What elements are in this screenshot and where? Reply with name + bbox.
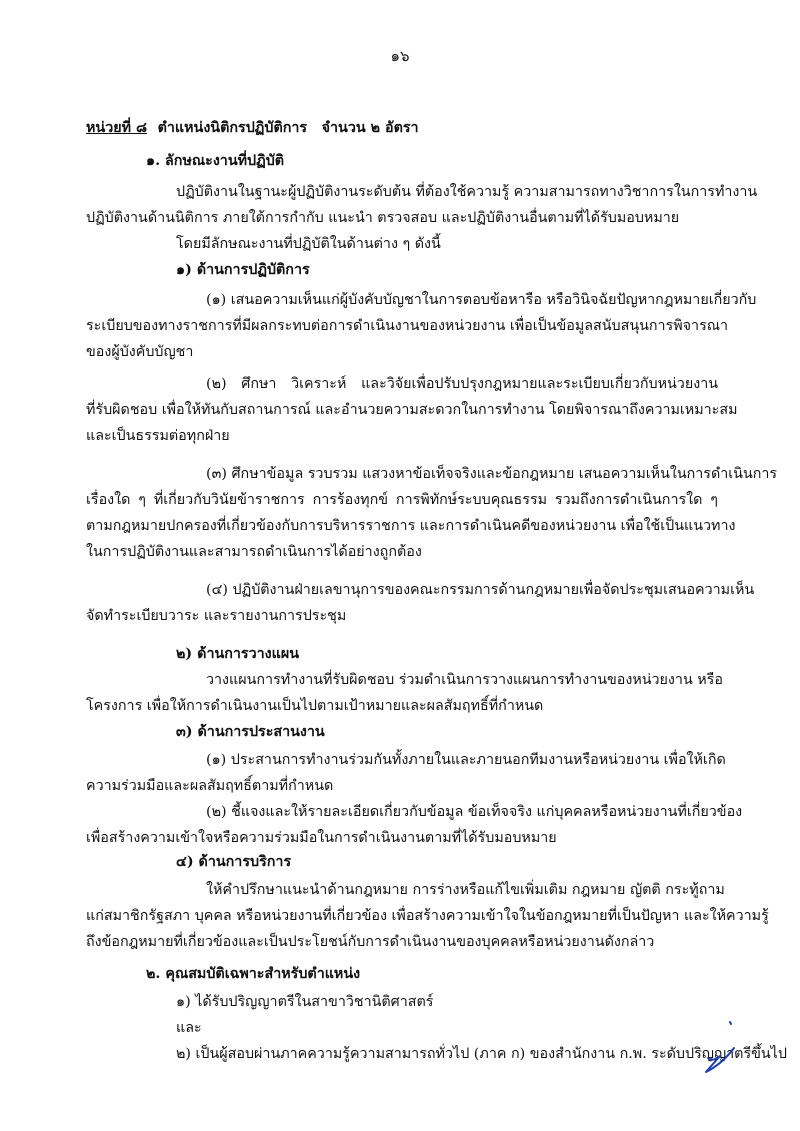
intro-line: ปฏิบัติงานในฐานะผู้ปฏิบัติงานระดับต้น ที่ต้องใช้ความรู้ ความสามารถทางวิชาการในการทำงาน bbox=[176, 184, 758, 200]
item-line: ความร่วมมือและผลสัมฤทธิ์ตามที่กำหนด bbox=[86, 778, 334, 794]
item-line: ตามกฎหมายปกครองที่เกี่ยวข้องกับการบริหารราชการ และการดำเนินคดีของหน่วยงาน เพื่อใช้เป็นแนวทาง bbox=[86, 518, 736, 534]
subsection-planning-title: ๒) ด้านการวางแผน bbox=[176, 646, 300, 662]
qualification-1: ๑) ได้รับปริญญาตรีในสาขาวิชานิติศาสตร์ bbox=[176, 994, 434, 1010]
qualification-and: และ bbox=[176, 1020, 202, 1036]
service-line: ให้คำปรึกษาแนะนำด้านกฎหมาย การร่างหรือแก้ไขเพิ่มเติม กฎหมาย ญัตติ กระทู้ถาม bbox=[206, 882, 725, 898]
section-1-title: ๑. ลักษณะงานที่ปฏิบัติ bbox=[146, 153, 285, 169]
unit-label: หน่วยที่ ๘ bbox=[86, 120, 148, 136]
item-line: (๑) ประสานการทำงานร่วมกันทั้งภายในและภายนอกทีมงานหรือหน่วยงาน เพื่อให้เกิด bbox=[206, 752, 726, 768]
item-line: (๑) เสนอความเห็นแก่ผู้บังคับบัญชาในการตอบข้อหารือ หรือวินิจฉัยปัญหากฎหมายเกี่ยวกับ bbox=[206, 292, 757, 308]
item-line: เรื่องใด ๆ ที่เกี่ยวกับวินัยข้าราชการ การร้องทุกข์ การพิทักษ์ระบบคุณธรรม รวมถึงการดำเนินการใด ๆ bbox=[86, 492, 718, 508]
item-line: ของผู้บังคับบัญชา bbox=[86, 344, 194, 360]
subsection-operations-title: ๑) ด้านการปฏิบัติการ bbox=[176, 262, 310, 278]
service-line: ถึงข้อกฎหมายที่เกี่ยวข้องและเป็นประโยชน์กับการดำเนินงานของบุคคลหรือหน่วยงานดังกล่าว bbox=[86, 934, 655, 950]
service-line: แก่สมาชิกรัฐสภา บุคคล หรือหน่วยงานที่เกี่ยวข้อง เพื่อสร้างความเข้าใจในข้อกฎหมายที่เป็นปัญหา และให้ความรู้ bbox=[86, 908, 769, 924]
item-line: (๒) ศึกษา วิเคราะห์ และวิจัยเพื่อปรับปรุงกฎหมายและระเบียบเกี่ยวกับหน่วยงาน bbox=[206, 376, 718, 392]
position-count: จำนวน ๒ อัตรา bbox=[321, 120, 419, 136]
unit-heading bbox=[86, 118, 419, 138]
subsection-coordination-title: ๓) ด้านการประสานงาน bbox=[176, 724, 325, 740]
section-2-title: ๒. คุณสมบัติเฉพาะสำหรับตำแหน่ง bbox=[146, 966, 361, 982]
planning-line: โครงการ เพื่อให้การดำเนินงานเป็นไปตามเป้าหมายและผลสัมฤทธิ์ที่กำหนด bbox=[86, 698, 544, 714]
handwritten-initial-mark bbox=[700, 1020, 740, 1080]
item-line: ที่รับผิดชอบ เพื่อให้ทันกับสถานการณ์ และอำนวยความสะดวกในการทำงาน โดยพิจารณาถึงความเหมาะสม bbox=[86, 402, 738, 418]
item-line: (๓) ศึกษาข้อมูล รวบรวม แสวงหาข้อเท็จจริงและข้อกฎหมาย เสนอความเห็นในการดำเนินการ bbox=[206, 466, 778, 482]
item-line: ในการปฏิบัติงานและสามารถดำเนินการได้อย่างถูกต้อง bbox=[86, 544, 422, 560]
item-line: (๔) ปฏิบัติงานฝ่ายเลขานุการของคณะกรรมการด้านกฎหมายเพื่อจัดประชุมเสนอความเห็น bbox=[206, 582, 755, 598]
planning-line: วางแผนการทำงานที่รับผิดชอบ ร่วมดำเนินการวางแผนการทำงานของหน่วยงาน หรือ bbox=[206, 672, 723, 688]
item-line: ระเบียบของทางราชการที่มีผลกระทบต่อการดำเนินงานของหน่วยงาน เพื่อเป็นข้อมูลสนับสนุนการพิจารณา bbox=[86, 318, 729, 334]
qualification-2: ๒) เป็นผู้สอบผ่านภาคความรู้ความสามารถทั่วไป (ภาค ก) ของสำนักงาน ก.พ. ระดับปริญญาตรีขึ้นไป bbox=[176, 1046, 787, 1062]
intro-line: ปฏิบัติงานด้านนิติการ ภายใต้การกำกับ แนะนำ ตรวจสอบ และปฏิบัติงานอื่นตามที่ได้รับมอบหมาย bbox=[86, 210, 680, 226]
subsection-service-title: ๔) ด้านการบริการ bbox=[176, 854, 292, 870]
position-title: ตำแหน่งนิติกรปฏิบัติการ bbox=[157, 120, 308, 136]
item-line: จัดทำระเบียบวาระ และรายงานการประชุม bbox=[86, 608, 347, 624]
item-line: เพื่อสร้างความเข้าใจหรือความร่วมมือในการดำเนินงานตามที่ได้รับมอบหมาย bbox=[86, 830, 557, 846]
item-line: และเป็นธรรมต่อทุกฝ่าย bbox=[86, 428, 230, 444]
item-line: (๒) ชี้แจงและให้รายละเอียดเกี่ยวกับข้อมูล ข้อเท็จจริง แก่บุคคลหรือหน่วยงานที่เกี่ยวข้อง bbox=[206, 804, 743, 820]
intro-line: โดยมีลักษณะงานที่ปฏิบัติในด้านต่าง ๆ ดังนี้ bbox=[176, 236, 441, 252]
page-number: ๑๖ bbox=[390, 47, 410, 65]
